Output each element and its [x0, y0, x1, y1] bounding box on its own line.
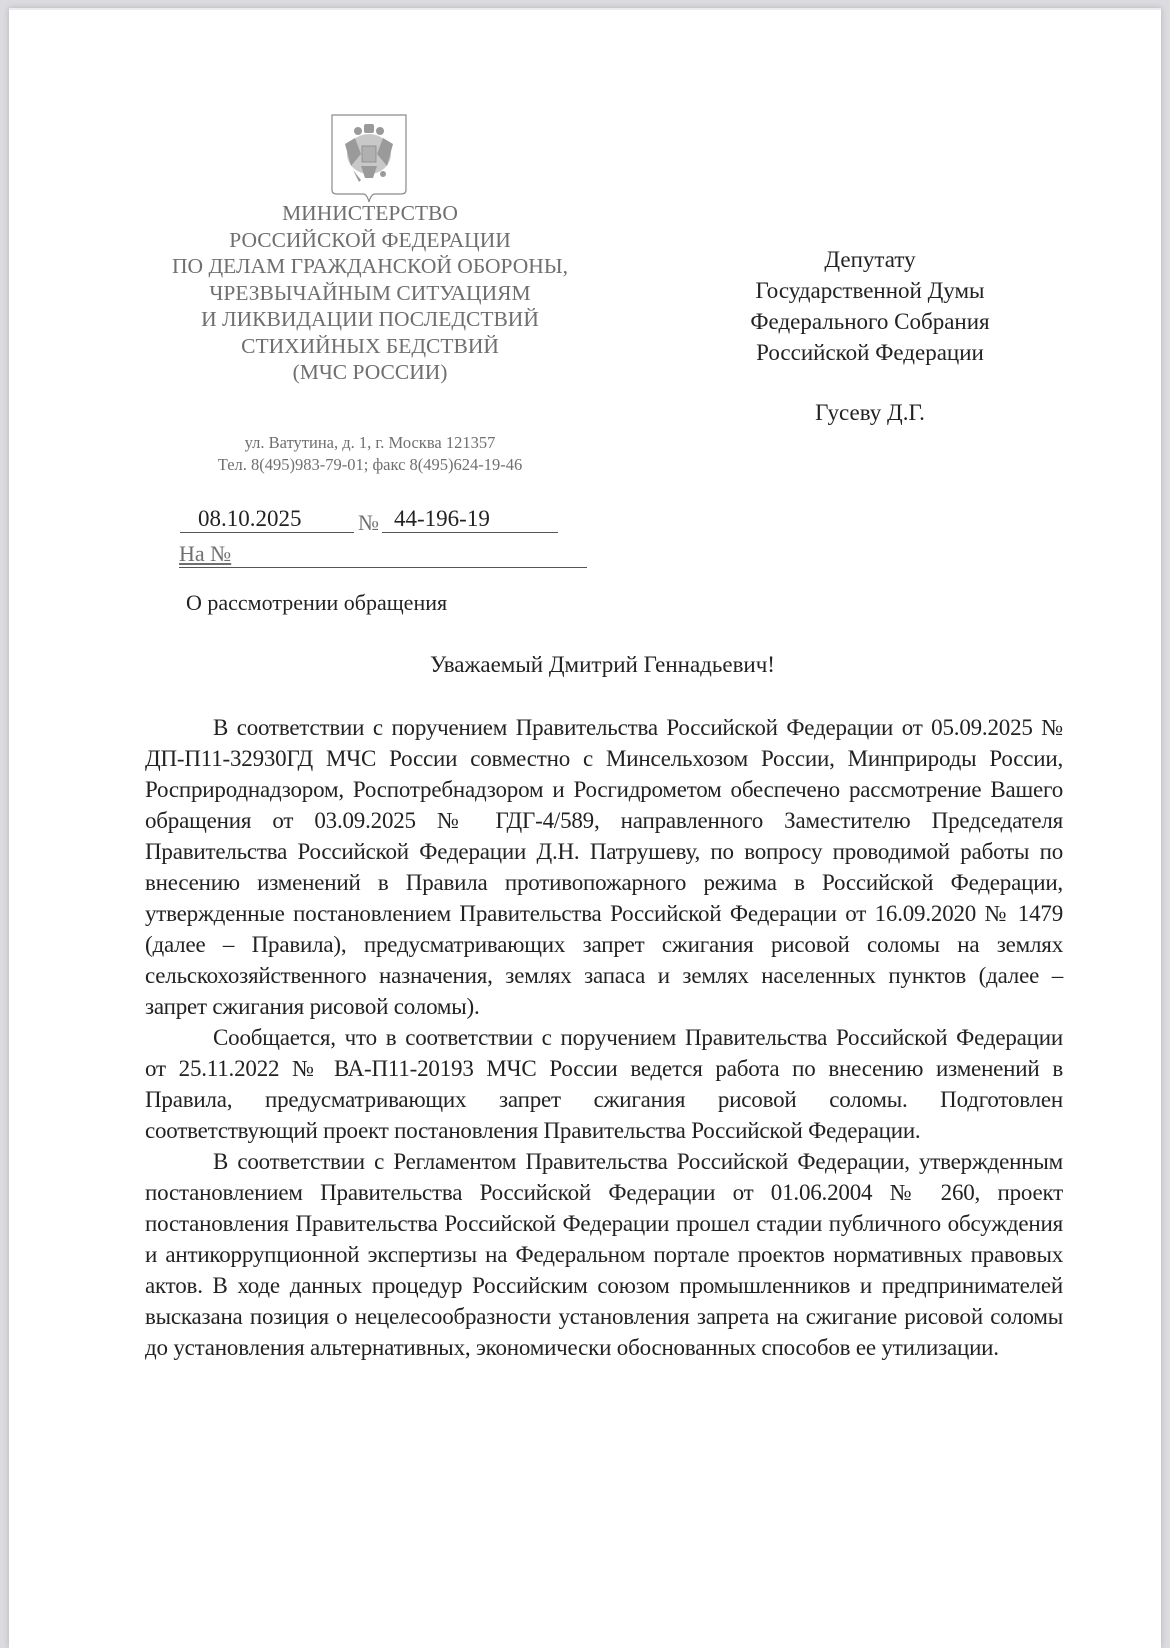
- org-line: МИНИСТЕРСТВО: [282, 201, 458, 225]
- address: ул. Ватутина, д. 1, г. Москва 121357: [244, 433, 496, 452]
- org-line: (МЧС РОССИИ): [292, 360, 448, 384]
- page-top-edge: [9, 8, 1161, 10]
- salutation: Уважаемый Дмитрий Геннадьевич!: [430, 652, 775, 677]
- letter-body: [145, 712, 1063, 1363]
- recipient-name: Гусеву Д.Г.: [815, 400, 925, 425]
- org-line: ЧРЕЗВЫЧАЙНЫМ СИТУАЦИЯМ: [209, 280, 531, 305]
- reply-to-label: На №: [179, 541, 232, 566]
- org-line: ПО ДЕЛАМ ГРАЖДАНСКОЙ ОБОРОНЫ,: [172, 254, 568, 278]
- recipient-line: Депутату: [824, 247, 916, 272]
- coat-of-arms-icon: [331, 114, 407, 203]
- org-line: СТИХИЙНЫХ БЕДСТВИЙ: [241, 333, 499, 358]
- recipient-block: [700, 244, 1040, 368]
- paragraph: В соответствии с поручением Правительства Российской Федерации от 05.09.2025 № ДП-П11-32930ГД МЧС России совместно с Минсельхозом России, Минприроды России, Росприроднадзором, Роспотребнадзором и Росгидрометом обеспечено рассмотрение Вашего обращения от 03.09.2025 № ГДГ-4/589, направленного Заместителю Председателя Правительства Российской Федерации Д.Н. Патрушеву, по вопросу проводимой работы по внесению изменений в Правила противопожарного режима в Российской Федерации, утвержденные постановлением Правительства Российской Федерации от 16.09.2020 № 1479 (далее – Правила), предусматривающих запрет сжигания рисовой соломы на землях сельскохозяйственного назначения, землях запаса и землях населенных пунктов (далее – запрет сжигания рисовой соломы).: [145, 715, 1063, 1019]
- number-underline: [382, 532, 558, 533]
- number-sign: №: [358, 510, 379, 535]
- ministry-header: [140, 200, 600, 386]
- recipient-line: Российской Федерации: [756, 340, 984, 365]
- org-line: И ЛИКВИДАЦИИ ПОСЛЕДСТВИЙ: [201, 307, 539, 331]
- paragraph: Сообщается, что в соответствии с поручением Правительства Российской Федерации от 25.11.2022 № ВА-П11-20193 МЧС России ведется работа по внесению изменений в Правила, предусматривающих запрет сжигания рисовой соломы. Подготовлен соответствующий проект постановления Правительства Российской Федерации.: [145, 1025, 1063, 1143]
- document-number: 44-196-19: [394, 506, 490, 531]
- org-line: РОССИЙСКОЙ ФЕДЕРАЦИИ: [229, 227, 511, 252]
- phone-fax: Тел. 8(495)983-79-01; факс 8(495)624-19-46: [217, 455, 523, 474]
- recipient-line: Государственной Думы: [755, 278, 985, 303]
- document-date: 08.10.2025: [198, 506, 302, 531]
- date-underline: [180, 532, 354, 533]
- subject-line: О рассмотрении обращения: [186, 590, 448, 615]
- reply-to-underline: [179, 567, 587, 568]
- recipient-line: Федерального Собрания: [750, 309, 990, 334]
- paragraph: В соответствии с Регламентом Правительства Российской Федерации, утвержденным постановлением Правительства Российской Федерации от 01.06.2004 № 260, проект постановления Правительства Российской Федерации прошел стадии публичного обсуждения и антикоррупционной экспертизы на Федеральном портале проектов нормативных правовых актов. В ходе данных процедур Российским союзом промышленников и предпринимателей высказана позиция о нецелесообразности установления запрета на сжигание рисовой соломы до установления альтернативных, экономически обоснованных способов ее утилизации.: [145, 1149, 1063, 1360]
- ministry-contacts: [140, 432, 600, 476]
